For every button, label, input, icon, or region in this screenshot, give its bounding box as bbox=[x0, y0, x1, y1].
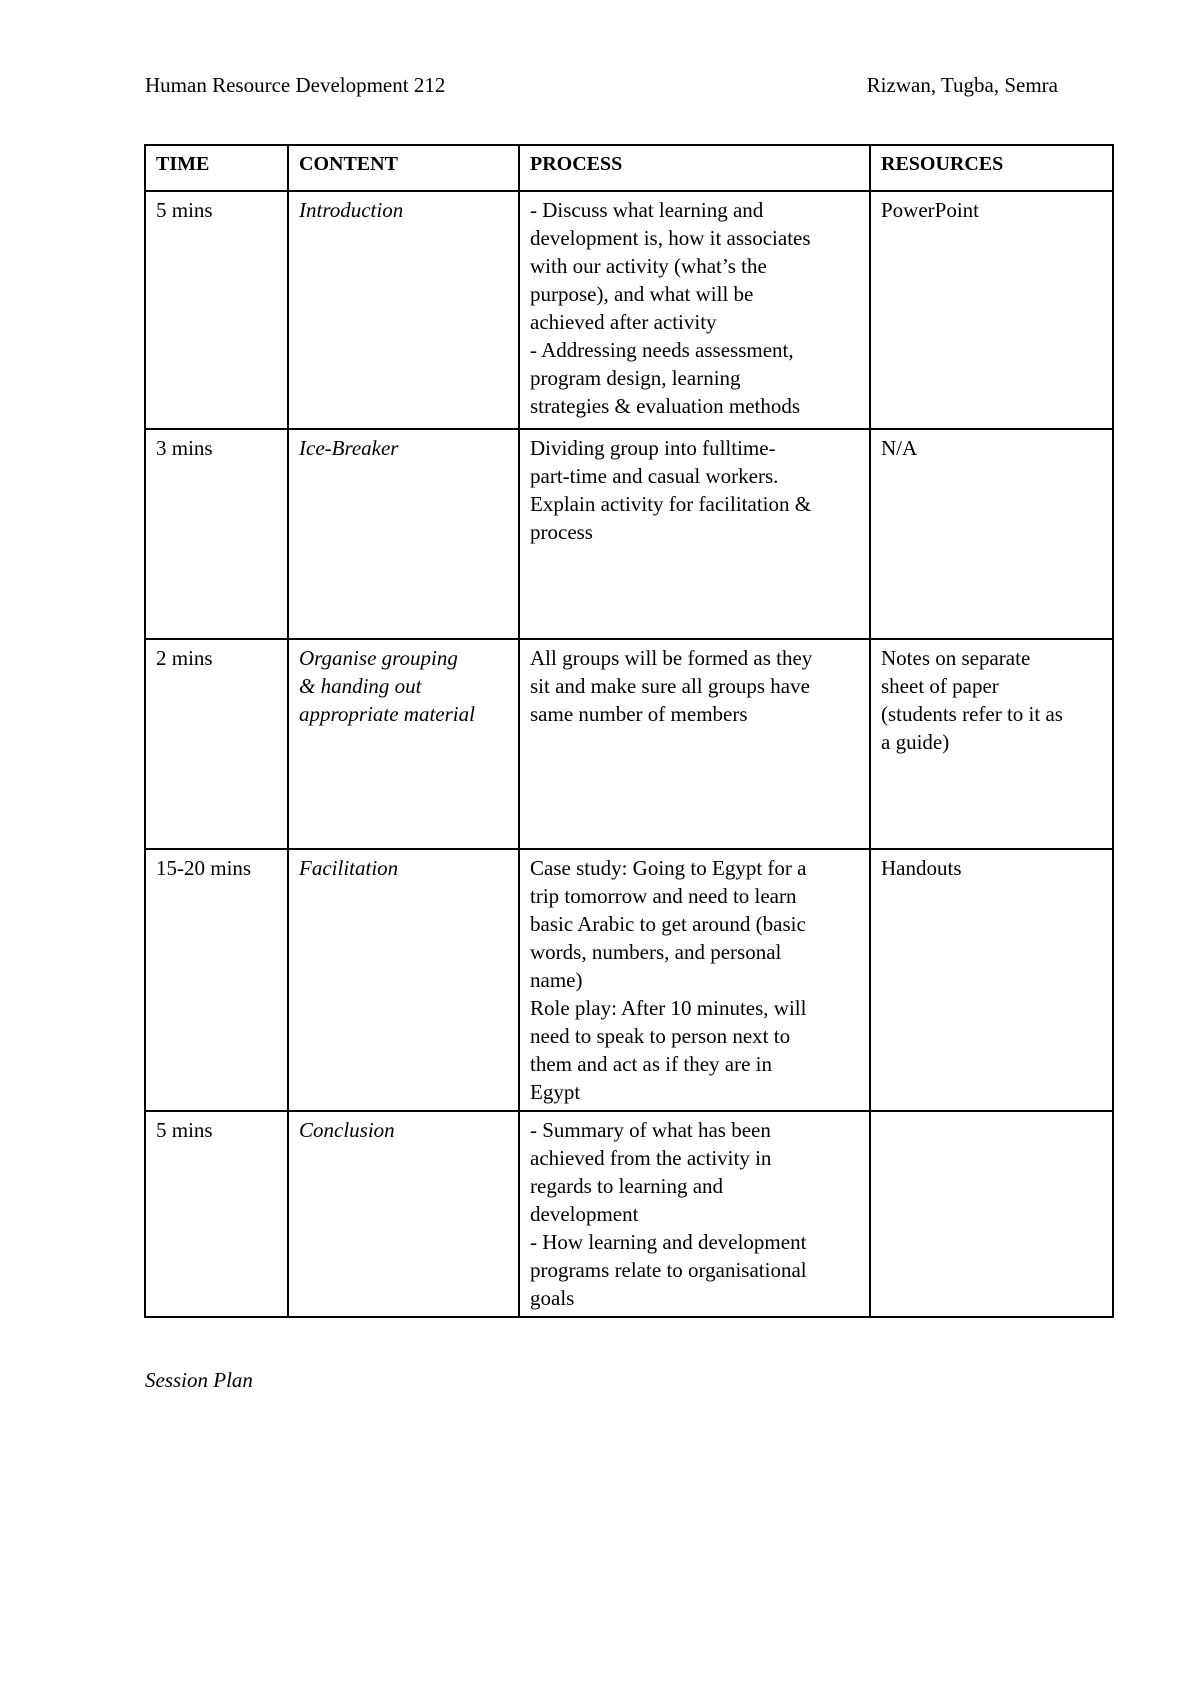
process-cell-line: regards to learning and bbox=[530, 1174, 724, 1198]
time-cell bbox=[145, 191, 288, 429]
process-cell-line: development bbox=[530, 1202, 639, 1226]
content-cell bbox=[288, 191, 519, 429]
session-plan-table bbox=[144, 144, 1114, 1318]
process-cell-line: them and act as if they are in bbox=[530, 1052, 772, 1076]
process-cell-line: programs relate to organisational bbox=[530, 1258, 807, 1282]
resources-cell-line: sheet of paper bbox=[881, 674, 999, 698]
time-cell-text: 15-20 mins bbox=[156, 856, 252, 880]
process-cell-line: achieved after activity bbox=[530, 310, 717, 334]
resources-cell bbox=[870, 429, 1113, 639]
resources-cell-line: Handouts bbox=[881, 856, 962, 880]
content-cell-line: Introduction bbox=[299, 198, 404, 222]
time-cell-text: 2 mins bbox=[156, 646, 213, 670]
process-cell bbox=[519, 1111, 870, 1317]
column-header-resources: RESOURCES bbox=[870, 145, 1113, 191]
content-cell-line: Facilitation bbox=[299, 856, 399, 880]
resources-cell-line: Notes on separate bbox=[881, 646, 1031, 670]
page-header bbox=[145, 70, 1058, 100]
table-body bbox=[145, 191, 1113, 1317]
process-cell-line: part-time and casual workers. bbox=[530, 464, 779, 488]
process-cell-line: words, numbers, and personal bbox=[530, 940, 782, 964]
process-cell-line: development is, how it associates bbox=[530, 226, 811, 250]
time-cell-text: 3 mins bbox=[156, 436, 213, 460]
resources-cell bbox=[870, 639, 1113, 849]
process-cell-line: - Summary of what has been bbox=[530, 1118, 771, 1142]
content-cell-line: Ice-Breaker bbox=[299, 436, 399, 460]
resources-cell bbox=[870, 1111, 1113, 1317]
process-cell-line: trip tomorrow and need to learn bbox=[530, 884, 797, 908]
process-cell-line: need to speak to person next to bbox=[530, 1024, 791, 1048]
process-cell-line: strategies & evaluation methods bbox=[530, 394, 801, 418]
process-cell-line: program design, learning bbox=[530, 366, 741, 390]
process-cell-line: Dividing group into fulltime- bbox=[530, 436, 776, 460]
content-cell bbox=[288, 639, 519, 849]
content-cell-line: Organise grouping bbox=[299, 646, 458, 670]
process-cell-line: Role play: After 10 minutes, will bbox=[530, 996, 807, 1020]
table-row bbox=[145, 429, 1113, 639]
process-cell bbox=[519, 429, 870, 639]
column-header-content: CONTENT bbox=[288, 145, 519, 191]
course-title: Human Resource Development 212 bbox=[145, 73, 446, 97]
time-cell bbox=[145, 1111, 288, 1317]
process-cell-line: - Discuss what learning and bbox=[530, 198, 764, 222]
time-cell bbox=[145, 429, 288, 639]
table-header-row bbox=[145, 145, 1113, 191]
process-cell bbox=[519, 639, 870, 849]
process-cell bbox=[519, 191, 870, 429]
content-cell-line: Conclusion bbox=[299, 1118, 395, 1142]
process-cell-line: with our activity (what’s the bbox=[530, 254, 767, 278]
content-cell-line: appropriate material bbox=[299, 702, 475, 726]
content-cell bbox=[288, 429, 519, 639]
process-cell-line: purpose), and what will be bbox=[530, 282, 754, 306]
column-header-process: PROCESS bbox=[519, 145, 870, 191]
resources-cell bbox=[870, 849, 1113, 1111]
table-row bbox=[145, 1111, 1113, 1317]
process-cell-line: sit and make sure all groups have bbox=[530, 674, 810, 698]
process-cell-line: Case study: Going to Egypt for a bbox=[530, 856, 807, 880]
time-cell-text: 5 mins bbox=[156, 1118, 213, 1142]
process-cell-line: All groups will be formed as they bbox=[530, 646, 813, 670]
process-cell-line: process bbox=[530, 520, 593, 544]
resources-cell-line: (students refer to it as bbox=[881, 702, 1063, 726]
process-cell bbox=[519, 849, 870, 1111]
process-cell-line: - Addressing needs assessment, bbox=[530, 338, 794, 362]
table-row bbox=[145, 639, 1113, 849]
resources-cell-line: PowerPoint bbox=[881, 198, 980, 222]
process-cell-line: basic Arabic to get around (basic bbox=[530, 912, 806, 936]
process-cell-line: goals bbox=[530, 1286, 575, 1310]
content-cell bbox=[288, 849, 519, 1111]
author-names: Rizwan, Tugba, Semra bbox=[866, 73, 1058, 97]
content-cell-line: & handing out bbox=[299, 674, 422, 698]
process-cell-line: same number of members bbox=[530, 702, 748, 726]
column-header-time: TIME bbox=[145, 145, 288, 191]
resources-cell bbox=[870, 191, 1113, 429]
table-row bbox=[145, 849, 1113, 1111]
table-row bbox=[145, 191, 1113, 429]
process-cell-line: name) bbox=[530, 968, 583, 992]
resources-cell-line: a guide) bbox=[881, 730, 950, 754]
process-cell-line: Explain activity for facilitation & bbox=[530, 492, 812, 516]
process-cell-line: - How learning and development bbox=[530, 1230, 807, 1254]
time-cell-text: 5 mins bbox=[156, 198, 213, 222]
content-cell bbox=[288, 1111, 519, 1317]
resources-cell-line: N/A bbox=[881, 436, 918, 460]
time-cell bbox=[145, 849, 288, 1111]
table-caption: Session Plan bbox=[145, 1368, 253, 1392]
time-cell bbox=[145, 639, 288, 849]
process-cell-line: Egypt bbox=[530, 1080, 581, 1104]
process-cell-line: achieved from the activity in bbox=[530, 1146, 772, 1170]
